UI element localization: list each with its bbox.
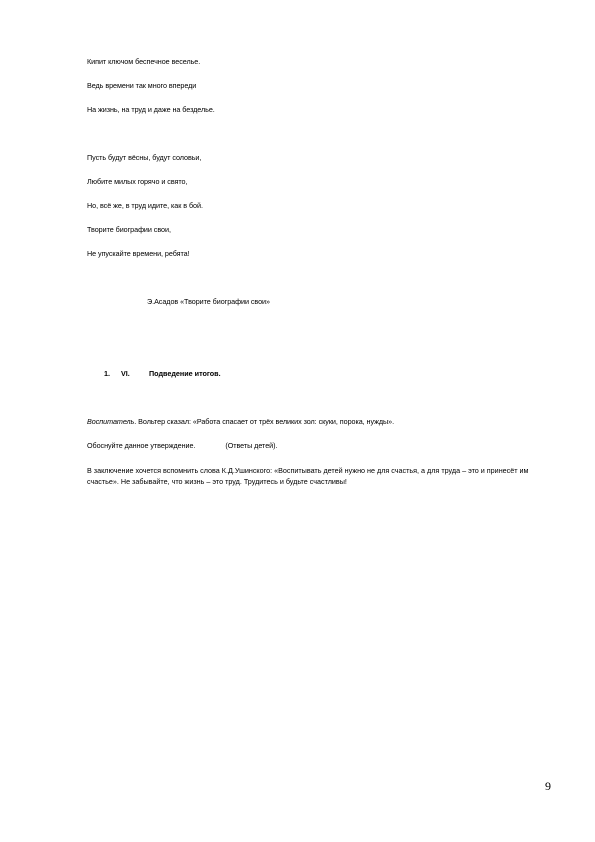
section-title: Подведение итогов.: [149, 369, 221, 378]
section-roman-numeral: VI.: [121, 369, 130, 378]
poem-line-3: На жизнь, на труд и даже на безделье.: [87, 105, 215, 114]
teacher-role: Воспитатель: [87, 417, 135, 426]
teacher-quote: [87, 417, 394, 426]
poem-author: Э.Асадов «Творите биографии свои»: [147, 297, 270, 306]
poem-line-6: Но, всё же, в труд идите, как в бой.: [87, 201, 203, 210]
teacher-quote-text: . Вольтер сказал: «Работа спасает от трёх великих зол: скуки, порока, нужды».: [134, 417, 395, 426]
poem-line-2: Ведь времени так много впереди: [87, 81, 197, 90]
section-number: 1.: [104, 369, 110, 378]
poem-line-1: Кипит ключом беспечное веселье.: [87, 57, 201, 66]
poem-line-7: Творите биографии свои,: [87, 225, 171, 234]
conclusion-paragraph: В заключение хочется вспомнить слова К.Д.Ушинского: «Воспитывать детей нужно не для счастья, а для труда – это и принесёт им счастье». Не забывайте, что жизнь – это труд. Трудитесь и будьте счастливы!: [87, 466, 529, 486]
poem-line-4: Пусть будут вёсны, будут соловьи,: [87, 153, 202, 162]
poem-line-5: Любите милых горячо и свято,: [87, 177, 188, 186]
justify-prompt: [87, 441, 277, 450]
poem-line-8: Не упускайте времени, ребята!: [87, 249, 190, 258]
page-number: 9: [545, 779, 551, 793]
children-answers: (Ответы детей).: [225, 441, 278, 450]
justify-text: Обоснуйте данное утверждение.: [87, 441, 196, 450]
